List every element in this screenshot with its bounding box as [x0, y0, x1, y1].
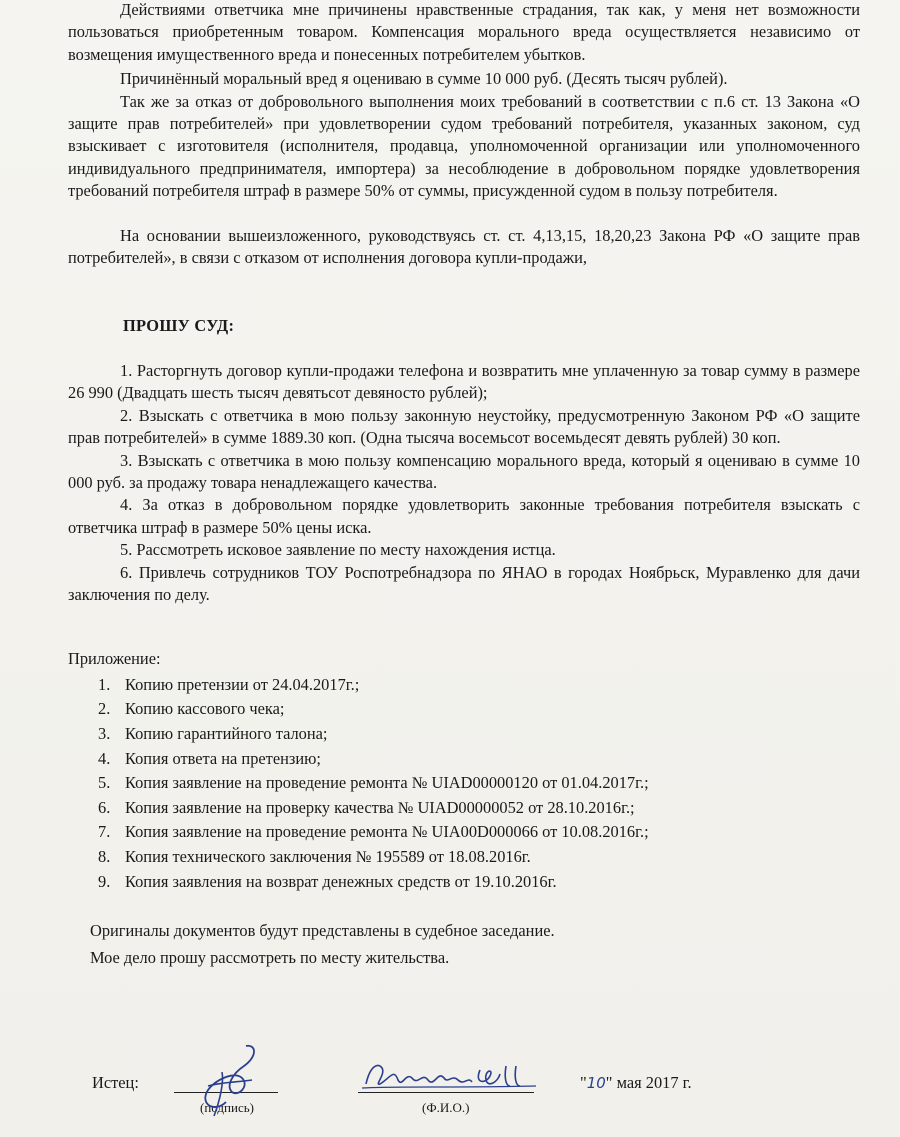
closing-residence: Мое дело прошу рассмотреть по месту жительства. [90, 947, 450, 967]
attachment-text: Копия заявления на возврат денежных средств от 19.10.2016г. [125, 871, 557, 891]
request-item: 2. Взыскать с ответчика в мою пользу законную неустойку, предусмотренную Законом РФ «О защите прав потребителей» в сумме 1889.30 коп. (Одна тысяча восемьсот восемьдесят девять рублей) 30 коп. [68, 405, 860, 448]
attachment-text: Копию претензии от 24.04.2017г.; [125, 674, 360, 694]
paragraph-fine: Так же за отказ от добровольного выполнения моих требований в соответствии с п.6 ст. 13 Закона «О защите прав потребителей» при удовлетворении судом требований потребителя, указанных законом, суд взыскивает с изготовителя (исполнителя, продавца, уполномоченной организации или уполномоченного индивидуального предпринимателя, импортера) за несоблюдение в добровольном порядке удовлетворения требований потребителя штраф в размере 50% от суммы, присужденной судом в пользу потребителя. [68, 91, 860, 201]
request-item: 1. Расторгнуть договор купли-продажи телефона и возвратить мне уплаченную за товар сумму в размере 26 990 (Двадцать шесть тысяч девятьсот девяносто рублей); [68, 360, 860, 403]
name-line [358, 1092, 534, 1093]
date-field [580, 1072, 692, 1094]
signature-caption: (подпись) [200, 1100, 254, 1115]
plaintiff-label: Истец: [92, 1073, 139, 1092]
paragraph-grounds: На основании вышеизложенного, руководствуясь ст. ст. 4,13,15, 18,20,23 Закона РФ «О защите прав потребителей», в связи с отказом от исполнения договора купли-продажи, [68, 225, 860, 268]
attachment-text: Копия заявление на проведение ремонта № UIAD00000120 от 01.04.2017г.; [125, 773, 649, 793]
attachment-number: 3. [98, 723, 111, 743]
attachment-item [68, 673, 860, 698]
attachment-text: Копия ответа на претензию; [125, 748, 321, 768]
date-prefix: " [580, 1073, 587, 1092]
attachment-number: 2. [98, 699, 111, 719]
attachment-item [68, 845, 860, 870]
attachments-list [68, 673, 860, 894]
request-list [68, 360, 860, 606]
signature-block [68, 1070, 860, 1120]
attachment-number: 5. [98, 773, 111, 793]
closing-originals: Оригиналы документов будут представлены в судебное заседание. [90, 921, 555, 941]
request-item: 6. Привлечь сотрудников ТОУ Роспотребнадзора по ЯНАО в городах Ноябрьск, Муравленко для дачи заключения по делу. [68, 562, 860, 604]
attachment-item [68, 771, 860, 796]
attachment-number: 4. [98, 748, 111, 768]
attachment-number: 7. [98, 822, 111, 842]
signature-line [174, 1092, 278, 1093]
request-heading: ПРОШУ СУД: [123, 316, 235, 336]
attachment-item [68, 722, 860, 747]
paragraph-damage-amount: Причинённый моральный вред я оцениваю в сумме 10 000 руб. (Десять тысяч рублей). [120, 69, 728, 89]
document-body [68, 0, 860, 1115]
attachment-number: 9. [98, 871, 111, 891]
attachment-number: 8. [98, 846, 111, 866]
attachment-text: Копию гарантийного талона; [125, 723, 328, 743]
request-item: 3. Взыскать с ответчика в мою пользу компенсацию морального вреда, который я оцениваю в сумме 10 000 руб. за продажу товара ненадлежащего качества. [68, 450, 860, 492]
attachment-item [68, 796, 860, 821]
date-suffix: " мая 2017 г. [605, 1073, 692, 1092]
handwritten-name [360, 1058, 540, 1094]
attachment-item [68, 747, 860, 772]
attachment-number: 1. [98, 674, 111, 694]
name-caption: (Ф.И.О.) [422, 1100, 470, 1115]
attachment-text: Копия заявление на проверку качества № UIAD00000052 от 28.10.2016г.; [125, 797, 635, 817]
attachment-text: Копия заявление на проведение ремонта № UIA00D000066 от 10.08.2016г.; [125, 822, 649, 842]
date-day: 10 [586, 1074, 606, 1092]
paragraph-moral-damage: Действиями ответчика мне причинены нравственные страдания, так как, у меня нет возможности пользоваться приобретенным товаром. Компенсация морального вреда осуществляется независимо от возмещения имущественного вреда и понесенных потребителем убытков. [68, 0, 860, 64]
attachments-title: Приложение: [68, 649, 161, 669]
request-item: 4. За отказ в добровольном порядке удовлетворить законные требования потребителя взыскать с ответчика штраф в размере 50% цены иска. [68, 495, 860, 537]
attachment-item [68, 820, 860, 845]
attachment-text: Копия технического заключения № 195589 от 18.08.2016г. [125, 846, 531, 866]
attachment-item [68, 870, 860, 895]
attachment-number: 6. [98, 797, 111, 817]
request-item: 5. Рассмотреть исковое заявление по месту нахождения истца. [120, 540, 556, 560]
attachment-item [68, 697, 860, 722]
attachment-text: Копию кассового чека; [125, 699, 285, 719]
